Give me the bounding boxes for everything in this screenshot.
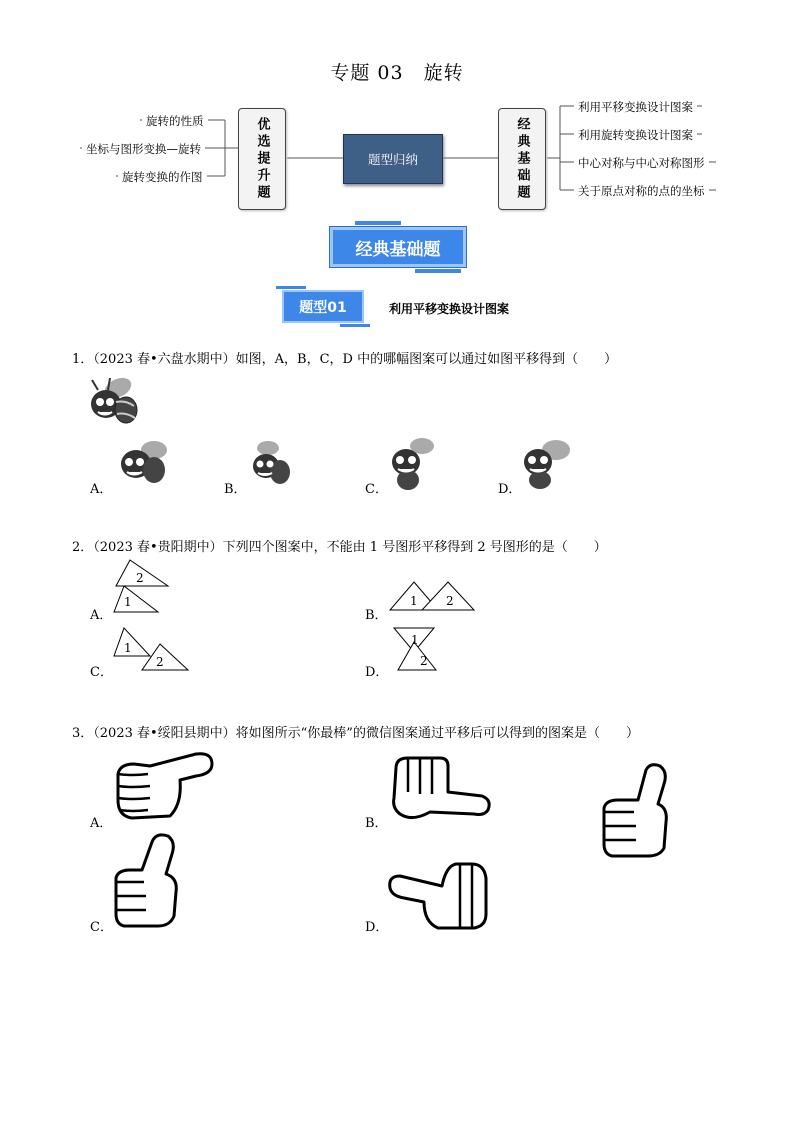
bee-option-a-image [114, 434, 174, 489]
thumb-option-c-image [112, 830, 192, 930]
question-text: （2023 春•六盘水期中）如图，A，B，C，D 中的哪幅图案可以通过如图平移得到（ ） [93, 352, 618, 367]
q2-option-c[interactable]: C． [90, 665, 113, 680]
thumb-option-d-image [386, 856, 496, 936]
q3-option-d[interactable]: D． [365, 920, 389, 935]
bee-option-b-image [246, 436, 301, 491]
q1-option-d[interactable]: D． [498, 482, 522, 497]
q1-option-b[interactable]: B． [224, 482, 247, 497]
triangles-option-b [388, 578, 478, 618]
tag-decoration [340, 324, 370, 327]
q3-option-c[interactable]: C． [90, 920, 113, 935]
q2-option-d[interactable]: D． [365, 665, 389, 680]
bee-option-d-image [518, 432, 578, 492]
q3-option-b[interactable]: B． [365, 816, 388, 831]
page-title: 专题 03 旋转 [330, 62, 464, 84]
triangles-option-a [110, 558, 170, 618]
triangle-label: 2 [446, 594, 454, 608]
triangle-label: 1 [124, 641, 132, 655]
question-number: 2． [72, 540, 94, 555]
q1-option-c[interactable]: C． [365, 482, 388, 497]
question-1 [72, 348, 617, 367]
triangle-label: 2 [420, 654, 428, 668]
q2-option-a[interactable]: A． [90, 608, 113, 623]
bee-reference-image [86, 374, 146, 434]
question-text: （2023 春•贵阳期中）下列四个图案中，不能由 1 号图形平移得到 2 号图形的是（ ） [93, 540, 607, 555]
triangle-label: 1 [411, 633, 419, 647]
triangles-option-d [392, 626, 452, 676]
bee-option-c-image [386, 434, 441, 494]
question-2 [72, 536, 607, 555]
type-name: 利用平移变换设计图案 [389, 302, 510, 316]
mindmap-right-item: 关于原点对称的点的坐标 [574, 182, 709, 200]
thumb-reference-image [598, 760, 678, 860]
mindmap-right-item: 利用平移变换设计图案 [574, 98, 697, 116]
question-3 [72, 722, 639, 741]
tag-decoration [276, 286, 306, 289]
triangles-option-c [112, 626, 192, 674]
mindmap-left-item: 旋转的性质 [142, 112, 208, 130]
banner-decoration [415, 269, 461, 273]
mindmap-right-item: 利用旋转变换设计图案 [574, 126, 697, 144]
type-tag: 题型01 [282, 290, 364, 323]
q2-option-b[interactable]: B． [365, 608, 388, 623]
question-number: 1． [72, 352, 94, 367]
triangle-label: 2 [156, 655, 164, 669]
q1-option-a[interactable]: A． [90, 482, 113, 497]
section-banner: 经典基础题 [330, 227, 466, 267]
question-number: 3． [72, 726, 94, 741]
triangle-label: 1 [124, 595, 132, 609]
banner-decoration [355, 221, 401, 225]
mindmap-right-item: 中心对称与中心对称图形 [574, 154, 709, 172]
q3-option-a[interactable]: A． [90, 816, 113, 831]
triangle-label: 2 [136, 571, 144, 585]
triangle-label: 1 [410, 594, 418, 608]
mindmap-center-box: 题型归纳 [343, 134, 443, 184]
mindmap-left-item: 坐标与图形变换—旋转 [82, 140, 205, 158]
question-text: （2023 春•绥阳县期中）将如图所示“你最棒”的微信图案通过平移后可以得到的图案是（ ） [93, 726, 639, 741]
mindmap-left-box: 优选提升题 [238, 108, 286, 210]
mindmap-right-box: 经典基础题 [498, 108, 546, 210]
thumb-option-a-image [110, 744, 220, 824]
thumb-option-b-image [386, 752, 496, 832]
mindmap-left-item: 旋转变换的作图 [118, 168, 207, 186]
